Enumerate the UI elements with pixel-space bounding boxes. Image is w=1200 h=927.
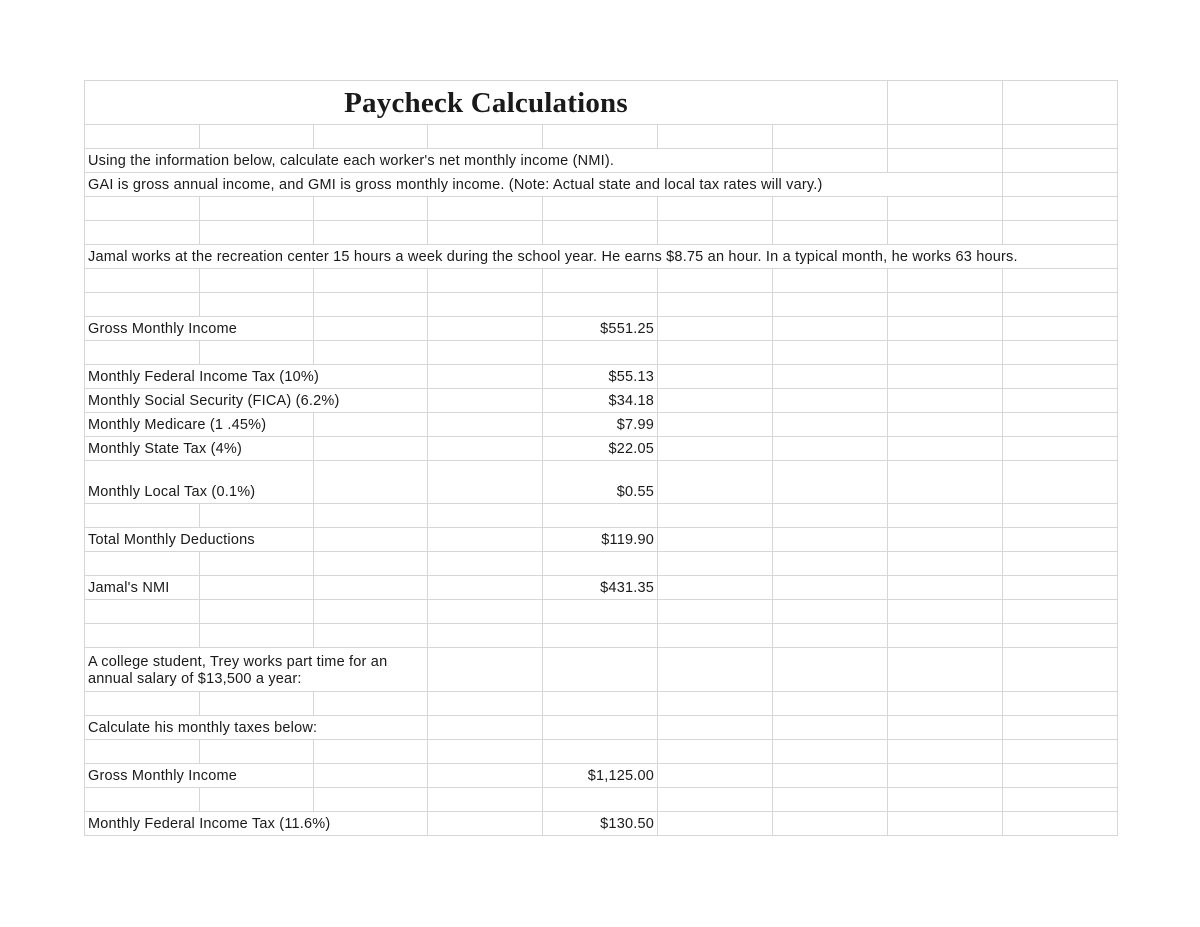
jamal-social-label[interactable]: Monthly Social Security (FICA) (6.2%) [85, 389, 428, 413]
empty-cell[interactable] [428, 624, 543, 648]
empty-cell[interactable] [428, 504, 543, 528]
empty-cell[interactable] [658, 317, 773, 341]
jamal-gross-value[interactable]: $551.25 [543, 317, 658, 341]
empty-cell[interactable] [314, 528, 428, 552]
empty-cell[interactable] [85, 341, 200, 365]
empty-cell[interactable] [1003, 576, 1118, 600]
empty-cell[interactable] [888, 648, 1003, 692]
empty-cell[interactable] [888, 504, 1003, 528]
jamal-state-label[interactable]: Monthly State Tax (4%) [85, 437, 314, 461]
empty-cell[interactable] [1003, 740, 1118, 764]
empty-cell[interactable] [888, 437, 1003, 461]
empty-cell[interactable] [1003, 552, 1118, 576]
empty-cell[interactable] [428, 317, 543, 341]
empty-cell[interactable] [888, 716, 1003, 740]
empty-cell[interactable] [85, 221, 200, 245]
empty-cell[interactable] [314, 413, 428, 437]
empty-cell[interactable] [773, 149, 888, 173]
empty-cell[interactable] [1003, 788, 1118, 812]
empty-cell[interactable] [773, 461, 888, 504]
empty-cell[interactable] [428, 648, 543, 692]
empty-cell[interactable] [200, 125, 314, 149]
empty-cell[interactable] [658, 461, 773, 504]
empty-cell[interactable] [314, 600, 428, 624]
empty-cell[interactable] [888, 365, 1003, 389]
empty-cell[interactable] [1003, 692, 1118, 716]
jamal-nmi-label[interactable]: Jamal's NMI [85, 576, 200, 600]
empty-cell[interactable] [888, 764, 1003, 788]
empty-cell[interactable] [658, 197, 773, 221]
empty-cell[interactable] [658, 413, 773, 437]
empty-cell[interactable] [773, 293, 888, 317]
empty-cell[interactable] [428, 764, 543, 788]
empty-cell[interactable] [888, 576, 1003, 600]
empty-cell[interactable] [1003, 716, 1118, 740]
intro-line-2[interactable]: GAI is gross annual income, and GMI is gross monthly income. (Note: Actual state and local tax rates will vary.) [85, 173, 1003, 197]
empty-cell[interactable] [543, 221, 658, 245]
empty-cell[interactable] [773, 716, 888, 740]
trey-gross-label[interactable]: Gross Monthly Income [85, 764, 314, 788]
trey-description[interactable]: A college student, Trey works part time for an annual salary of $13,500 a year: [85, 648, 428, 692]
empty-cell[interactable] [428, 716, 543, 740]
empty-cell[interactable] [773, 389, 888, 413]
empty-cell[interactable] [773, 221, 888, 245]
empty-cell[interactable] [1003, 764, 1118, 788]
empty-cell[interactable] [85, 692, 200, 716]
empty-cell[interactable] [543, 624, 658, 648]
empty-cell[interactable] [1003, 149, 1118, 173]
empty-cell[interactable] [888, 413, 1003, 437]
empty-cell[interactable] [1003, 461, 1118, 504]
empty-cell[interactable] [200, 576, 314, 600]
empty-cell[interactable] [888, 293, 1003, 317]
empty-cell[interactable] [658, 788, 773, 812]
jamal-deductions-value[interactable]: $119.90 [543, 528, 658, 552]
empty-cell[interactable] [200, 269, 314, 293]
empty-cell[interactable] [1003, 528, 1118, 552]
empty-cell[interactable] [543, 552, 658, 576]
empty-cell[interactable] [428, 740, 543, 764]
jamal-federal-label[interactable]: Monthly Federal Income Tax (10%) [85, 365, 428, 389]
empty-cell[interactable] [1003, 389, 1118, 413]
empty-cell[interactable] [1003, 269, 1118, 293]
empty-cell[interactable] [543, 692, 658, 716]
empty-cell[interactable] [1003, 413, 1118, 437]
empty-cell[interactable] [1003, 812, 1118, 836]
empty-cell[interactable] [773, 648, 888, 692]
empty-cell[interactable] [314, 437, 428, 461]
empty-cell[interactable] [1003, 504, 1118, 528]
empty-cell[interactable] [773, 692, 888, 716]
empty-cell[interactable] [200, 221, 314, 245]
empty-cell[interactable] [428, 600, 543, 624]
empty-cell[interactable] [773, 764, 888, 788]
empty-cell[interactable] [314, 624, 428, 648]
empty-cell[interactable] [314, 504, 428, 528]
trey-instruction[interactable]: Calculate his monthly taxes below: [85, 716, 428, 740]
empty-cell[interactable] [1003, 437, 1118, 461]
empty-cell[interactable] [888, 341, 1003, 365]
empty-cell[interactable] [773, 552, 888, 576]
empty-cell[interactable] [543, 197, 658, 221]
empty-cell[interactable] [773, 600, 888, 624]
empty-cell[interactable] [428, 389, 543, 413]
empty-cell[interactable] [314, 269, 428, 293]
empty-cell[interactable] [1003, 365, 1118, 389]
empty-cell[interactable] [543, 716, 658, 740]
empty-cell[interactable] [658, 552, 773, 576]
empty-cell[interactable] [85, 624, 200, 648]
empty-cell[interactable] [314, 576, 428, 600]
empty-cell[interactable] [428, 221, 543, 245]
empty-cell[interactable] [888, 812, 1003, 836]
empty-cell[interactable] [658, 624, 773, 648]
empty-cell[interactable] [888, 81, 1003, 125]
empty-cell[interactable] [658, 293, 773, 317]
spreadsheet-grid [84, 80, 1118, 836]
empty-cell[interactable] [428, 341, 543, 365]
empty-cell[interactable] [428, 413, 543, 437]
jamal-medicare-value[interactable]: $7.99 [543, 413, 658, 437]
empty-cell[interactable] [200, 293, 314, 317]
empty-cell[interactable] [1003, 221, 1118, 245]
empty-cell[interactable] [314, 740, 428, 764]
empty-cell[interactable] [428, 461, 543, 504]
empty-cell[interactable] [543, 600, 658, 624]
empty-cell[interactable] [85, 788, 200, 812]
empty-cell[interactable] [888, 528, 1003, 552]
empty-cell[interactable] [1003, 293, 1118, 317]
empty-cell[interactable] [428, 576, 543, 600]
empty-cell[interactable] [658, 389, 773, 413]
empty-cell[interactable] [773, 341, 888, 365]
empty-cell[interactable] [658, 716, 773, 740]
empty-cell[interactable] [1003, 173, 1118, 197]
empty-cell[interactable] [428, 437, 543, 461]
empty-cell[interactable] [200, 552, 314, 576]
empty-cell[interactable] [428, 197, 543, 221]
empty-cell[interactable] [314, 197, 428, 221]
empty-cell[interactable] [658, 504, 773, 528]
empty-cell[interactable] [543, 740, 658, 764]
jamal-description[interactable]: Jamal works at the recreation center 15 hours a week during the school year. He earns $8.75 an hour. In a typical month, he works 63 hours. [85, 245, 1118, 269]
empty-cell[interactable] [888, 317, 1003, 341]
empty-cell[interactable] [658, 692, 773, 716]
empty-cell[interactable] [658, 437, 773, 461]
empty-cell[interactable] [200, 692, 314, 716]
empty-cell[interactable] [658, 764, 773, 788]
empty-cell[interactable] [200, 341, 314, 365]
empty-cell[interactable] [773, 269, 888, 293]
empty-cell[interactable] [428, 552, 543, 576]
empty-cell[interactable] [314, 461, 428, 504]
empty-cell[interactable] [85, 504, 200, 528]
empty-cell[interactable] [1003, 125, 1118, 149]
jamal-local-value[interactable]: $0.55 [543, 461, 658, 504]
empty-cell[interactable] [85, 125, 200, 149]
empty-cell[interactable] [658, 365, 773, 389]
jamal-gross-label[interactable]: Gross Monthly Income [85, 317, 314, 341]
empty-cell[interactable] [658, 341, 773, 365]
empty-cell[interactable] [773, 317, 888, 341]
empty-cell[interactable] [658, 600, 773, 624]
empty-cell[interactable] [773, 812, 888, 836]
empty-cell[interactable] [773, 788, 888, 812]
page-title: Paycheck Calculations [85, 81, 888, 125]
empty-cell[interactable] [888, 740, 1003, 764]
empty-cell[interactable] [314, 221, 428, 245]
empty-cell[interactable] [85, 293, 200, 317]
jamal-medicare-label[interactable]: Monthly Medicare (1 .45%) [85, 413, 314, 437]
empty-cell[interactable] [773, 437, 888, 461]
empty-cell[interactable] [773, 504, 888, 528]
empty-cell[interactable] [658, 740, 773, 764]
empty-cell[interactable] [658, 812, 773, 836]
empty-cell[interactable] [314, 317, 428, 341]
empty-cell[interactable] [658, 576, 773, 600]
empty-cell[interactable] [1003, 341, 1118, 365]
empty-cell[interactable] [1003, 624, 1118, 648]
empty-cell[interactable] [888, 221, 1003, 245]
empty-cell[interactable] [428, 528, 543, 552]
empty-cell[interactable] [888, 125, 1003, 149]
empty-cell[interactable] [543, 648, 658, 692]
empty-cell[interactable] [888, 461, 1003, 504]
empty-cell[interactable] [314, 552, 428, 576]
empty-cell[interactable] [85, 740, 200, 764]
empty-cell[interactable] [658, 221, 773, 245]
empty-cell[interactable] [543, 788, 658, 812]
empty-cell[interactable] [888, 149, 1003, 173]
empty-cell[interactable] [428, 812, 543, 836]
empty-cell[interactable] [888, 269, 1003, 293]
empty-cell[interactable] [1003, 600, 1118, 624]
empty-cell[interactable] [773, 197, 888, 221]
empty-cell[interactable] [428, 269, 543, 293]
empty-cell[interactable] [773, 740, 888, 764]
empty-cell[interactable] [200, 504, 314, 528]
empty-cell[interactable] [658, 125, 773, 149]
jamal-deductions-label[interactable]: Total Monthly Deductions [85, 528, 314, 552]
empty-cell[interactable] [314, 764, 428, 788]
empty-cell[interactable] [85, 600, 200, 624]
jamal-nmi-value[interactable]: $431.35 [543, 576, 658, 600]
empty-cell[interactable] [658, 269, 773, 293]
empty-cell[interactable] [85, 197, 200, 221]
empty-cell[interactable] [773, 576, 888, 600]
empty-cell[interactable] [200, 600, 314, 624]
empty-cell[interactable] [888, 788, 1003, 812]
empty-cell[interactable] [773, 413, 888, 437]
empty-cell[interactable] [773, 365, 888, 389]
empty-cell[interactable] [773, 125, 888, 149]
empty-cell[interactable] [658, 648, 773, 692]
empty-cell[interactable] [314, 341, 428, 365]
empty-cell[interactable] [200, 624, 314, 648]
jamal-federal-value[interactable]: $55.13 [543, 365, 658, 389]
empty-cell[interactable] [428, 125, 543, 149]
empty-cell[interactable] [543, 269, 658, 293]
empty-cell[interactable] [314, 293, 428, 317]
empty-cell[interactable] [658, 528, 773, 552]
empty-cell[interactable] [314, 125, 428, 149]
empty-cell[interactable] [1003, 317, 1118, 341]
empty-cell[interactable] [428, 365, 543, 389]
empty-cell[interactable] [428, 788, 543, 812]
trey-federal-value[interactable]: $130.50 [543, 812, 658, 836]
trey-federal-label[interactable]: Monthly Federal Income Tax (11.6%) [85, 812, 428, 836]
empty-cell[interactable] [888, 389, 1003, 413]
empty-cell[interactable] [428, 692, 543, 716]
empty-cell[interactable] [200, 197, 314, 221]
empty-cell[interactable] [888, 600, 1003, 624]
empty-cell[interactable] [888, 692, 1003, 716]
empty-cell[interactable] [773, 624, 888, 648]
empty-cell[interactable] [314, 788, 428, 812]
empty-cell[interactable] [1003, 197, 1118, 221]
empty-cell[interactable] [200, 788, 314, 812]
empty-cell[interactable] [543, 341, 658, 365]
empty-cell[interactable] [428, 293, 543, 317]
trey-gross-value[interactable]: $1,125.00 [543, 764, 658, 788]
empty-cell[interactable] [85, 552, 200, 576]
empty-cell[interactable] [1003, 648, 1118, 692]
empty-cell[interactable] [543, 504, 658, 528]
jamal-social-value[interactable]: $34.18 [543, 389, 658, 413]
empty-cell[interactable] [543, 125, 658, 149]
empty-cell[interactable] [200, 740, 314, 764]
empty-cell[interactable] [773, 528, 888, 552]
empty-cell[interactable] [85, 269, 200, 293]
intro-line-1[interactable]: Using the information below, calculate each worker's net monthly income (NMI). [85, 149, 773, 173]
jamal-local-label[interactable]: Monthly Local Tax (0.1%) [85, 461, 314, 504]
empty-cell[interactable] [888, 624, 1003, 648]
empty-cell[interactable] [1003, 81, 1118, 125]
jamal-state-value[interactable]: $22.05 [543, 437, 658, 461]
empty-cell[interactable] [543, 293, 658, 317]
empty-cell[interactable] [888, 197, 1003, 221]
empty-cell[interactable] [888, 552, 1003, 576]
empty-cell[interactable] [314, 692, 428, 716]
